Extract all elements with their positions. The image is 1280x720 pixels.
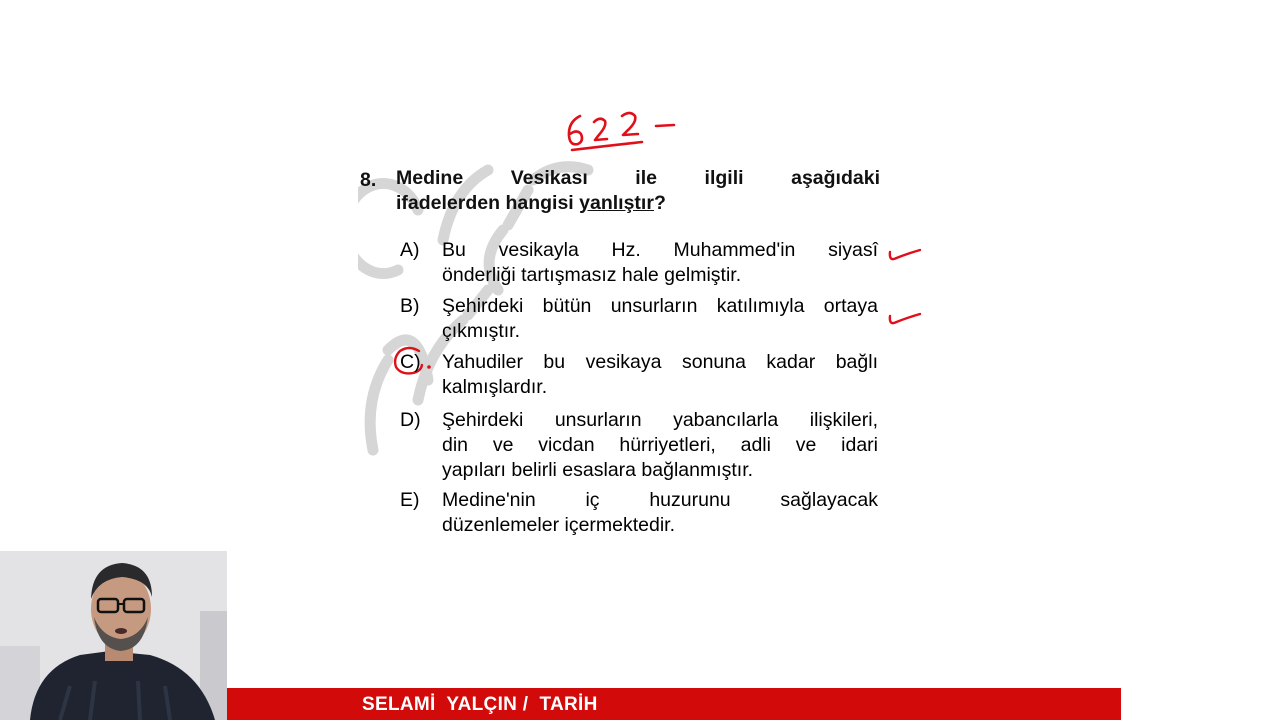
question-number: 8.	[360, 169, 377, 191]
checkmark-a-annotation	[886, 244, 926, 264]
question-stem	[360, 166, 880, 216]
question-block	[360, 166, 880, 216]
presenter-avatar	[0, 551, 227, 720]
option-d-line-3: yapıları belirli esaslara bağlanmıştır.	[442, 459, 754, 481]
option-c-line-1: Yahudiler bu vesikaya sonuna kadar bağlı	[442, 351, 878, 373]
option-b-line-1: Şehirdeki bütün unsurların katılımıyla ortaya	[442, 295, 878, 317]
presenter-name-bar	[227, 688, 1121, 720]
option-b-letter: B)	[400, 295, 420, 317]
option-d	[400, 408, 880, 483]
option-a-letter: A)	[400, 239, 420, 261]
option-c	[400, 350, 880, 400]
question-line-2: ifadelerden hangisi yanlıştır?	[396, 192, 666, 214]
handwritten-year-note	[560, 104, 685, 156]
option-c-line-2: kalmışlardır.	[442, 376, 548, 398]
question-line-1: Medine Vesikası ile ilgili aşağıdaki	[396, 167, 880, 189]
checkmark-b-annotation	[886, 308, 926, 328]
keyword-yanlistir: yanlıştır	[579, 192, 654, 214]
option-d-line-1: Şehirdeki unsurların yabancılarla ilişkileri,	[442, 409, 878, 431]
webcam-overlay	[0, 551, 227, 720]
option-e-line-1: Medine'nin iç huzurunu sağlayacak	[442, 489, 878, 511]
option-b	[400, 294, 880, 344]
option-e	[400, 488, 880, 538]
option-d-letter: D)	[400, 409, 421, 431]
option-e-letter: E)	[400, 489, 420, 511]
option-a-line-1: Bu vesikayla Hz. Muhammed'in siyasî	[442, 239, 878, 261]
option-a-line-2: önderliği tartışmasız hale gelmiştir.	[442, 264, 742, 286]
option-a	[400, 238, 880, 288]
option-c-letter: C)	[400, 351, 421, 373]
option-d-line-2: din ve vicdan hürriyetleri, adli ve idari	[442, 434, 878, 456]
option-b-line-2: çıkmıştır.	[442, 320, 520, 342]
presenter-name-label: SELAMİ YALÇIN / TARİH	[362, 694, 598, 715]
option-e-line-2: düzenlemeler içermektedir.	[442, 514, 676, 536]
